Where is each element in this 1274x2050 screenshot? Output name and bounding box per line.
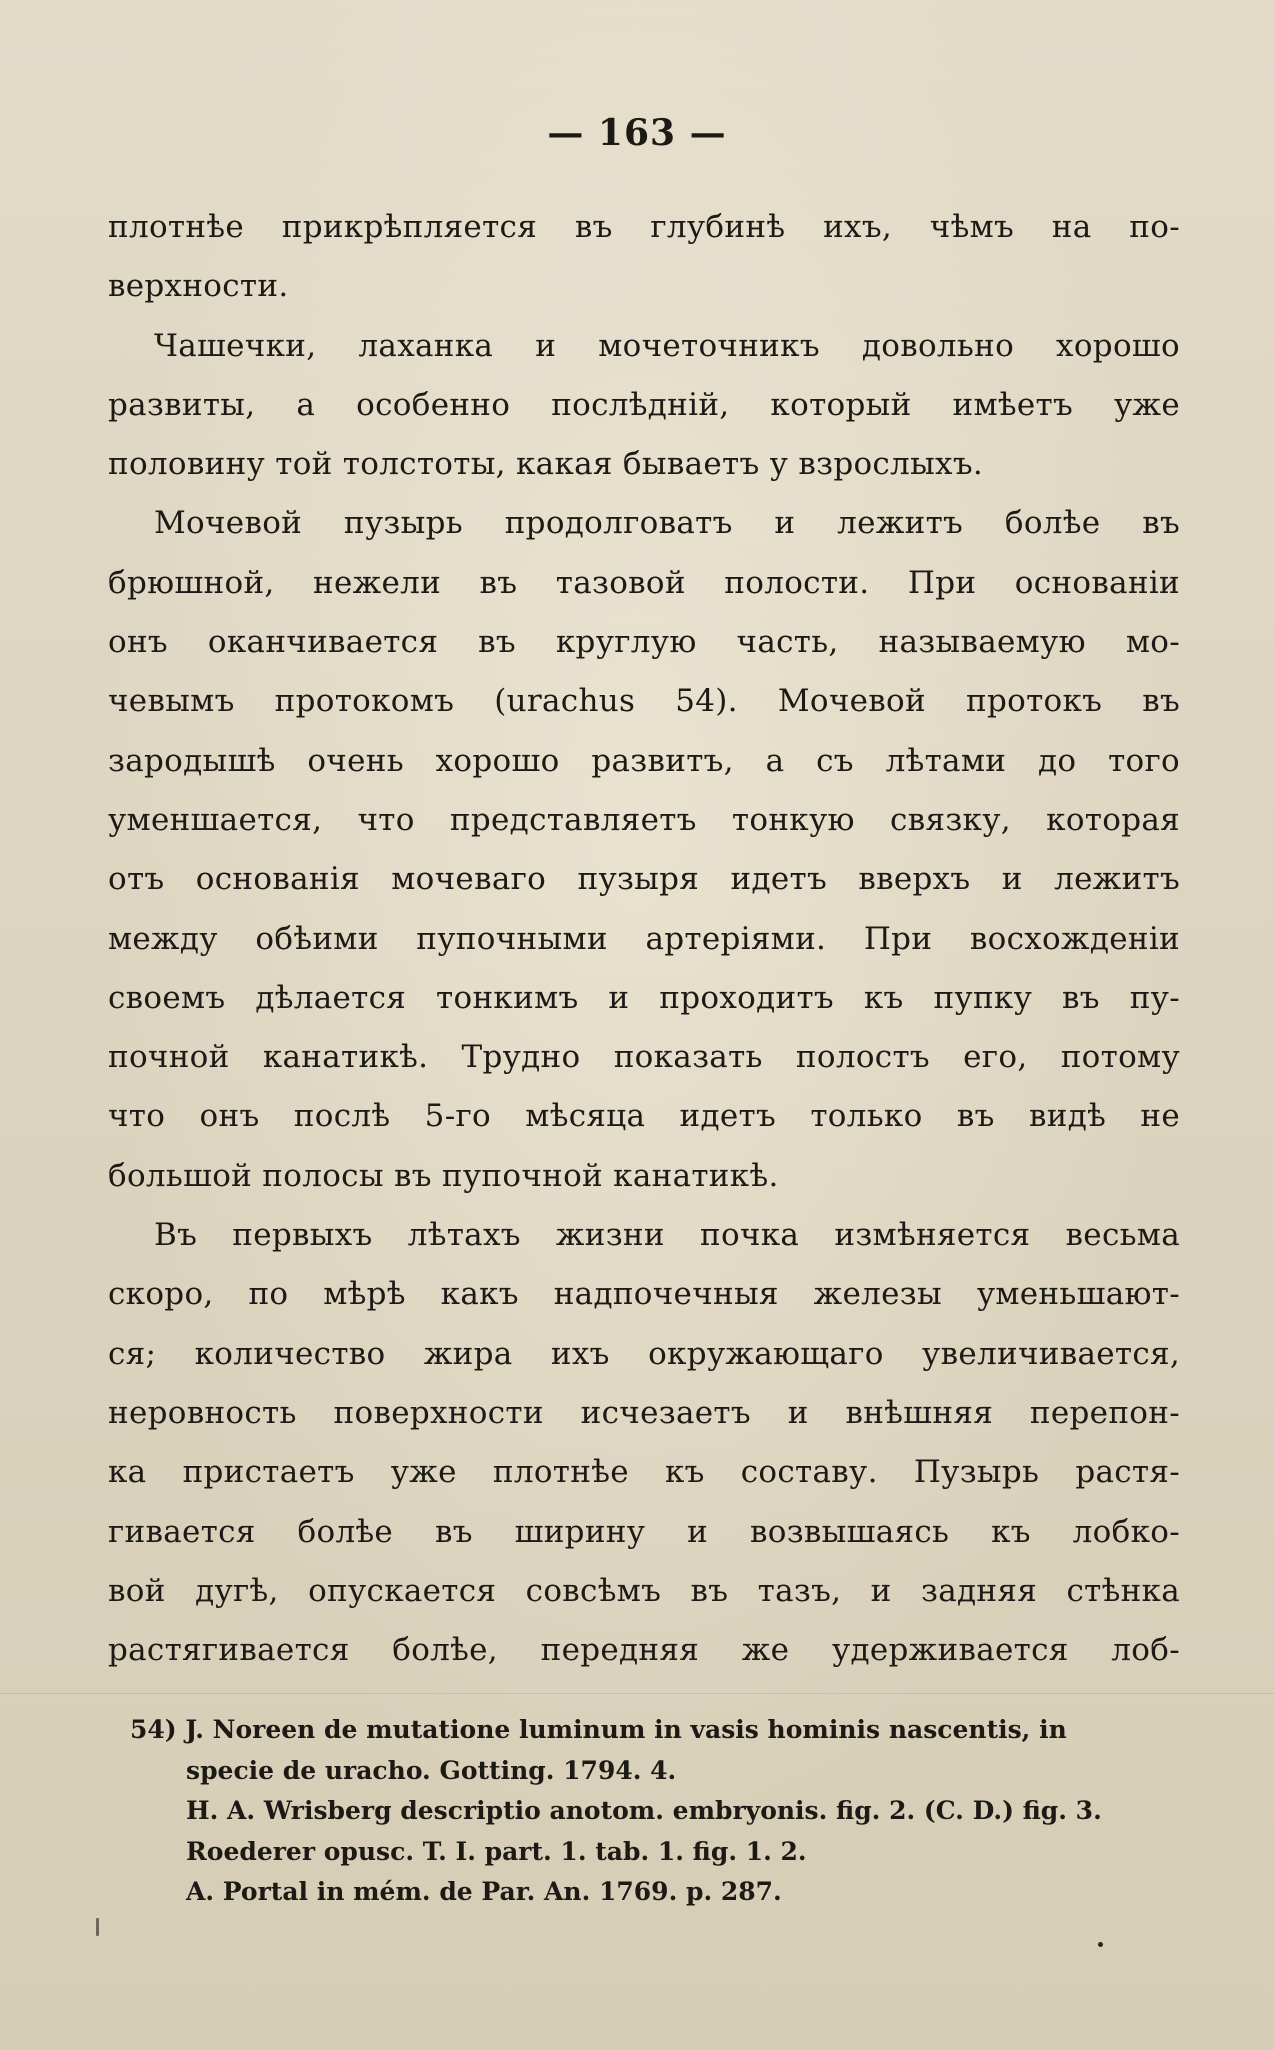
text-line: Мочевой пузырь продолговатъ и лежитъ болѣе въ [154,505,1180,542]
text-line: зародышѣ очень хорошо развитъ, а съ лѣтами до того [108,742,1180,779]
text-line: отъ основанія мочеваго пузыря идетъ вверхъ и лежитъ [108,861,1180,898]
text-line: почной канатикѣ. Трудно показать полостъ его, потому [108,1039,1180,1076]
text-line: чевымъ протокомъ (urachus 54). Мочевой протокъ въ [108,683,1180,720]
text-line: онъ оканчивается въ круглую часть, называемую мо- [108,624,1180,661]
footnote-divider [0,1693,1274,1694]
body-text [108,198,1180,1680]
text-line: большой полосы въ пупочной канатикѣ. [108,1157,779,1194]
text-line: растягивается болѣе, передняя же удерживается лоб- [108,1632,1180,1669]
text-line: брюшной, нежели въ тазовой полости. При основаніи [108,564,1180,601]
text-line: Чашечки, лаханка и мочеточникъ довольно хорошо [154,327,1180,364]
text-line: плотнѣе прикрѣпляется въ глубинѣ ихъ, чѣмъ на по- [108,209,1180,245]
text-line: развиты, а особенно послѣдній, который имѣетъ уже [108,386,1180,423]
text-line: половину той толстоты, какая бываетъ у взрослыхъ. [108,446,984,483]
text-line: между обѣими пупочными артеріями. При восхожденіи [108,920,1180,957]
text-line: что онъ послѣ 5-го мѣсяца идетъ только въ видѣ не [108,1098,1180,1135]
text-line: ка пристаетъ уже плотнѣе къ составу. Пузырь растя- [108,1454,1180,1491]
page-number: — 163 — [547,112,727,154]
text-line: верхности. [108,268,289,305]
text-line: Въ первыхъ лѣтахъ жизни почка измѣняется весьма [154,1217,1180,1254]
footnotes [130,1710,1190,1913]
text-line: неровность поверхности исчезаетъ и внѣшняя перепон- [108,1394,1180,1431]
footnote-line: Roederer opusc. T. I. part. 1. tab. 1. fig. 1. 2. [186,1836,807,1866]
text-line: скоро, по мѣрѣ какъ надпочечныя железы уменьшают- [108,1276,1180,1313]
text-line: вой дугѣ, опускается совсѣмъ въ тазъ, и задняя стѣнка [108,1572,1180,1609]
footnote-line: specie de uracho. Gotting. 1794. 4. [186,1755,677,1785]
ink-mark [96,1918,99,1936]
footnote-line: 54) J. Noreen de mutatione luminum in vasis hominis nascentis, in [130,1715,1067,1744]
text-line: ся; количество жира ихъ окружающаго увеличивается, [108,1335,1180,1372]
text-line: своемъ дѣлается тонкимъ и проходитъ къ пупку въ пу- [108,979,1180,1016]
footnote-line: H. A. Wrisberg descriptio anotom. embryonis. fig. 2. (C. D.) fig. 3. [186,1796,1102,1825]
ink-speck [1098,1942,1103,1947]
text-line: уменшается, что представляетъ тонкую связку, которая [108,801,1180,838]
text-line: гивается болѣе въ ширину и возвышаясь къ лобко- [108,1513,1180,1550]
footnote-line: A. Portal in mém. de Par. An. 1769. p. 287. [186,1877,782,1906]
